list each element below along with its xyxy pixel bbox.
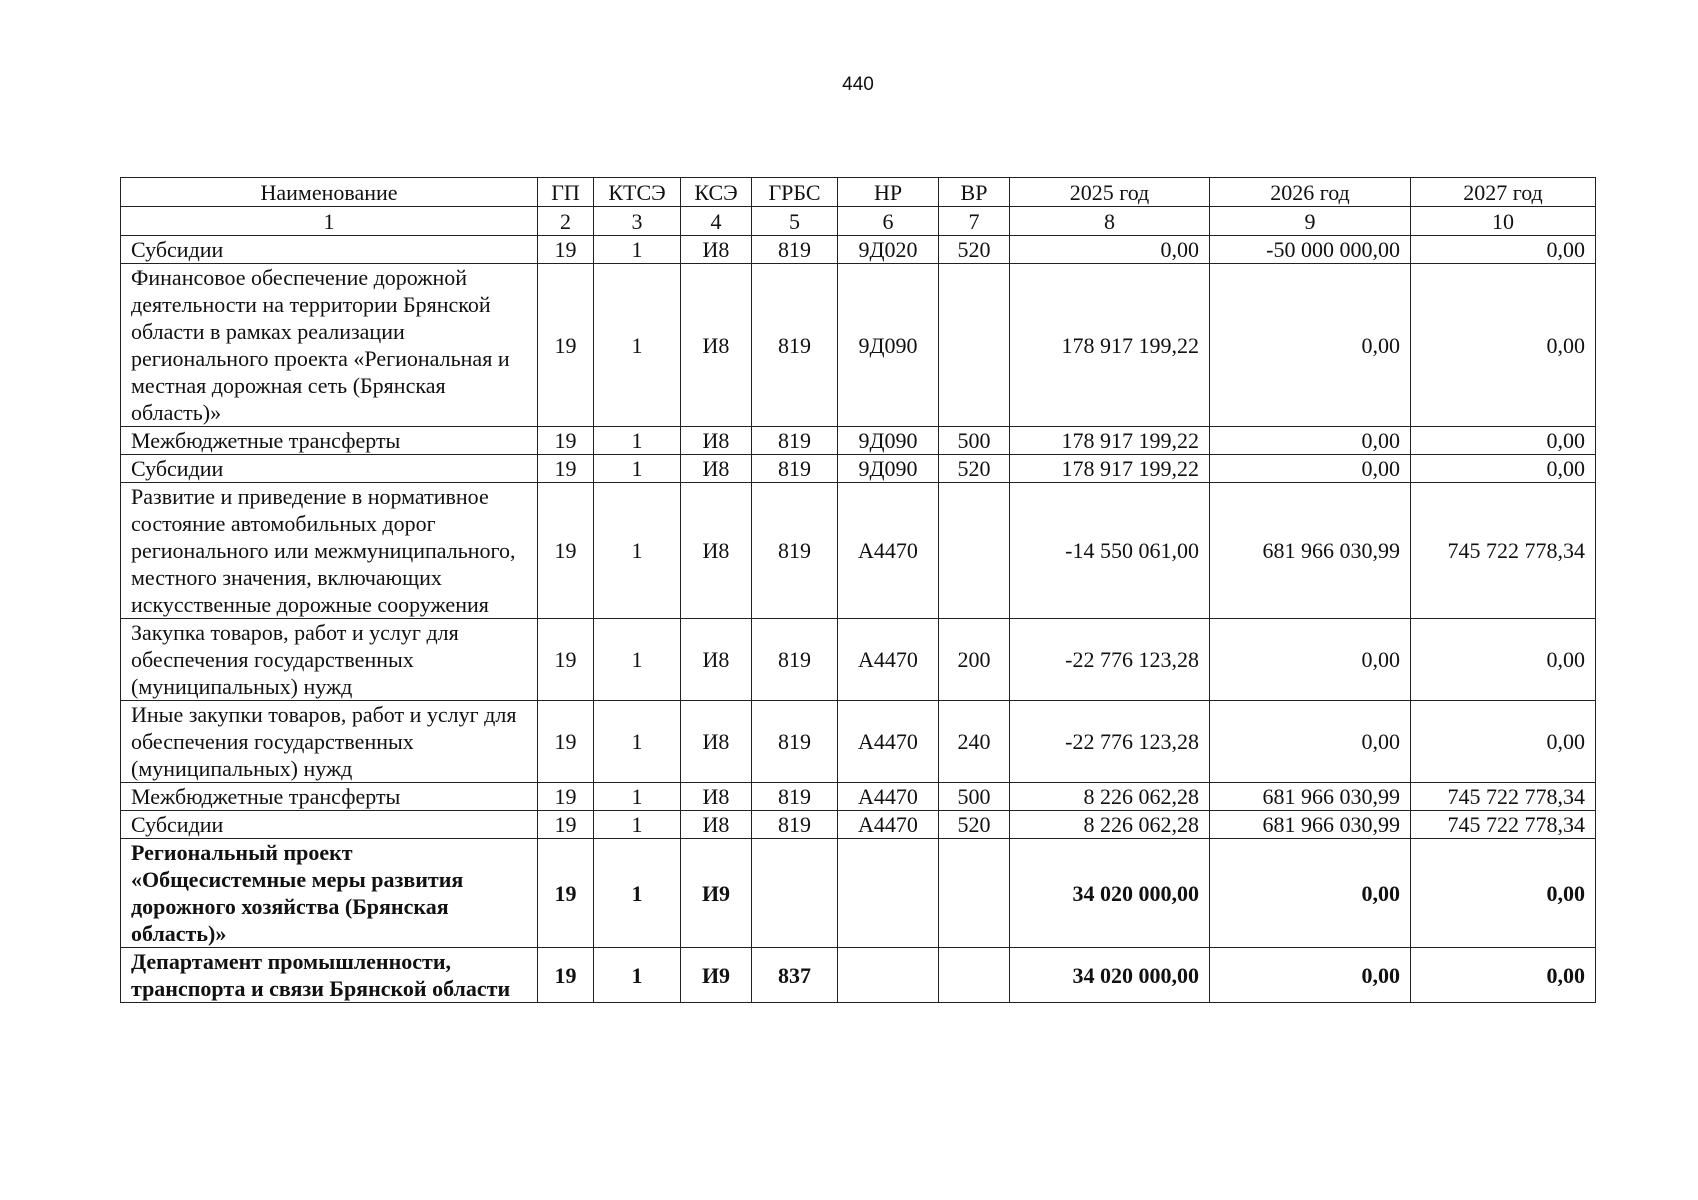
amount-2027-cell: 0,00 (1411, 619, 1596, 701)
kse-cell: И8 (681, 811, 752, 839)
column-number-cell: 4 (681, 207, 752, 236)
amount-2027-cell: 0,00 (1411, 236, 1596, 264)
nr-cell: 9Д090 (838, 427, 939, 455)
column-number-cell: 1 (121, 207, 538, 236)
table-row (121, 455, 1596, 483)
ktse-cell: 1 (594, 264, 681, 427)
name-cell: Субсидии (121, 811, 538, 839)
table-row (121, 427, 1596, 455)
nr-cell: А4470 (838, 701, 939, 783)
kse-cell: И9 (681, 839, 752, 948)
amount-2025-cell: 34 020 000,00 (1010, 839, 1210, 948)
amount-2026-cell: 681 966 030,99 (1210, 483, 1411, 619)
kse-cell: И9 (681, 948, 752, 1003)
name-cell: Межбюджетные трансферты (121, 783, 538, 811)
page-number: 440 (842, 74, 874, 95)
name-cell: Закупка товаров, работ и услуг для обеспечения государственных (муниципальных) нужд (121, 619, 538, 701)
amount-2027-cell: 0,00 (1411, 264, 1596, 427)
amount-2027-cell: 0,00 (1411, 701, 1596, 783)
ktse-cell: 1 (594, 701, 681, 783)
vr-cell (939, 483, 1010, 619)
nr-cell: 9Д090 (838, 455, 939, 483)
nr-cell: А4470 (838, 783, 939, 811)
grbs-cell: 819 (752, 619, 838, 701)
column-number-cell: 10 (1411, 207, 1596, 236)
amount-2025-cell: -14 550 061,00 (1010, 483, 1210, 619)
name-cell: Департамент промышленности, транспорта и связи Брянской области (121, 948, 538, 1003)
grbs-cell: 819 (752, 811, 838, 839)
amount-2027-cell: 0,00 (1411, 427, 1596, 455)
ktse-cell: 1 (594, 427, 681, 455)
vr-cell (939, 948, 1010, 1003)
amount-2026-cell: -50 000 000,00 (1210, 236, 1411, 264)
amount-2025-cell: 34 020 000,00 (1010, 948, 1210, 1003)
vr-cell: 520 (939, 811, 1010, 839)
kse-cell: И8 (681, 264, 752, 427)
ktse-cell: 1 (594, 483, 681, 619)
amount-2026-cell: 0,00 (1210, 948, 1411, 1003)
amount-2026-cell: 681 966 030,99 (1210, 783, 1411, 811)
amount-2025-cell: -22 776 123,28 (1010, 619, 1210, 701)
amount-2026-cell: 681 966 030,99 (1210, 811, 1411, 839)
amount-2025-cell: 8 226 062,28 (1010, 811, 1210, 839)
nr-cell (838, 948, 939, 1003)
header-cell: ГП (538, 178, 594, 207)
amount-2025-cell: 0,00 (1010, 236, 1210, 264)
column-number-row (121, 207, 1596, 236)
kse-cell: И8 (681, 619, 752, 701)
amount-2025-cell: 8 226 062,28 (1010, 783, 1210, 811)
amount-2027-cell: 0,00 (1411, 455, 1596, 483)
header-cell: 2027 год (1411, 178, 1596, 207)
gp-cell: 19 (538, 455, 594, 483)
ktse-cell: 1 (594, 619, 681, 701)
table-row (121, 811, 1596, 839)
vr-cell: 200 (939, 619, 1010, 701)
nr-cell: 9Д020 (838, 236, 939, 264)
grbs-cell: 819 (752, 427, 838, 455)
kse-cell: И8 (681, 455, 752, 483)
header-cell: НР (838, 178, 939, 207)
table-row (121, 483, 1596, 619)
column-number-cell: 7 (939, 207, 1010, 236)
header-cell: Наименование (121, 178, 538, 207)
amount-2026-cell: 0,00 (1210, 839, 1411, 948)
ktse-cell: 1 (594, 948, 681, 1003)
grbs-cell: 819 (752, 455, 838, 483)
amount-2026-cell: 0,00 (1210, 427, 1411, 455)
amount-2025-cell: 178 917 199,22 (1010, 455, 1210, 483)
amount-2026-cell: 0,00 (1210, 455, 1411, 483)
amount-2027-cell: 0,00 (1411, 839, 1596, 948)
vr-cell: 520 (939, 455, 1010, 483)
nr-cell: А4470 (838, 483, 939, 619)
amount-2025-cell: 178 917 199,22 (1010, 264, 1210, 427)
amount-2027-cell: 745 722 778,34 (1411, 483, 1596, 619)
amount-2026-cell: 0,00 (1210, 619, 1411, 701)
column-number-cell: 5 (752, 207, 838, 236)
vr-cell: 500 (939, 427, 1010, 455)
amount-2027-cell: 745 722 778,34 (1411, 811, 1596, 839)
table-row (121, 839, 1596, 948)
header-cell: КСЭ (681, 178, 752, 207)
vr-cell: 240 (939, 701, 1010, 783)
column-number-cell: 8 (1010, 207, 1210, 236)
grbs-cell: 819 (752, 483, 838, 619)
vr-cell (939, 839, 1010, 948)
vr-cell: 500 (939, 783, 1010, 811)
kse-cell: И8 (681, 783, 752, 811)
name-cell: Развитие и приведение в нормативное состояние автомобильных дорог регионального или межмуниципального, местного значения, включающих искусственные дорожные сооружения (121, 483, 538, 619)
nr-cell: 9Д090 (838, 264, 939, 427)
name-cell: Межбюджетные трансферты (121, 427, 538, 455)
grbs-cell: 819 (752, 701, 838, 783)
table-row (121, 264, 1596, 427)
gp-cell: 19 (538, 783, 594, 811)
kse-cell: И8 (681, 701, 752, 783)
grbs-cell: 819 (752, 236, 838, 264)
gp-cell: 19 (538, 236, 594, 264)
amount-2027-cell: 0,00 (1411, 948, 1596, 1003)
name-cell: Региональный проект «Общесистемные меры развития дорожного хозяйства (Брянская область)» (121, 839, 538, 948)
column-number-cell: 2 (538, 207, 594, 236)
table-row (121, 619, 1596, 701)
nr-cell: А4470 (838, 811, 939, 839)
gp-cell: 19 (538, 427, 594, 455)
header-cell: КТСЭ (594, 178, 681, 207)
budget-table (120, 177, 1596, 1003)
kse-cell: И8 (681, 236, 752, 264)
grbs-cell (752, 839, 838, 948)
nr-cell (838, 839, 939, 948)
gp-cell: 19 (538, 839, 594, 948)
header-row (121, 178, 1596, 207)
ktse-cell: 1 (594, 236, 681, 264)
grbs-cell: 837 (752, 948, 838, 1003)
nr-cell: А4470 (838, 619, 939, 701)
header-cell: ГРБС (752, 178, 838, 207)
header-cell: ВР (939, 178, 1010, 207)
amount-2026-cell: 0,00 (1210, 264, 1411, 427)
amount-2026-cell: 0,00 (1210, 701, 1411, 783)
gp-cell: 19 (538, 264, 594, 427)
name-cell: Финансовое обеспечение дорожной деятельности на территории Брянской области в рамках реализации регионального проекта «Региональная и местная дорожная сеть (Брянская область)» (121, 264, 538, 427)
gp-cell: 19 (538, 619, 594, 701)
kse-cell: И8 (681, 483, 752, 619)
name-cell: Субсидии (121, 455, 538, 483)
gp-cell: 19 (538, 811, 594, 839)
table-row (121, 701, 1596, 783)
name-cell: Субсидии (121, 236, 538, 264)
ktse-cell: 1 (594, 455, 681, 483)
gp-cell: 19 (538, 483, 594, 619)
gp-cell: 19 (538, 701, 594, 783)
name-cell: Иные закупки товаров, работ и услуг для обеспечения государственных (муниципальных) нужд (121, 701, 538, 783)
table-row (121, 948, 1596, 1003)
table-row (121, 236, 1596, 264)
amount-2027-cell: 745 722 778,34 (1411, 783, 1596, 811)
column-number-cell: 6 (838, 207, 939, 236)
column-number-cell: 9 (1210, 207, 1411, 236)
table-row (121, 783, 1596, 811)
kse-cell: И8 (681, 427, 752, 455)
gp-cell: 19 (538, 948, 594, 1003)
header-cell: 2025 год (1010, 178, 1210, 207)
ktse-cell: 1 (594, 811, 681, 839)
ktse-cell: 1 (594, 839, 681, 948)
vr-cell: 520 (939, 236, 1010, 264)
grbs-cell: 819 (752, 264, 838, 427)
header-cell: 2026 год (1210, 178, 1411, 207)
column-number-cell: 3 (594, 207, 681, 236)
ktse-cell: 1 (594, 783, 681, 811)
amount-2025-cell: -22 776 123,28 (1010, 701, 1210, 783)
amount-2025-cell: 178 917 199,22 (1010, 427, 1210, 455)
grbs-cell: 819 (752, 783, 838, 811)
vr-cell (939, 264, 1010, 427)
